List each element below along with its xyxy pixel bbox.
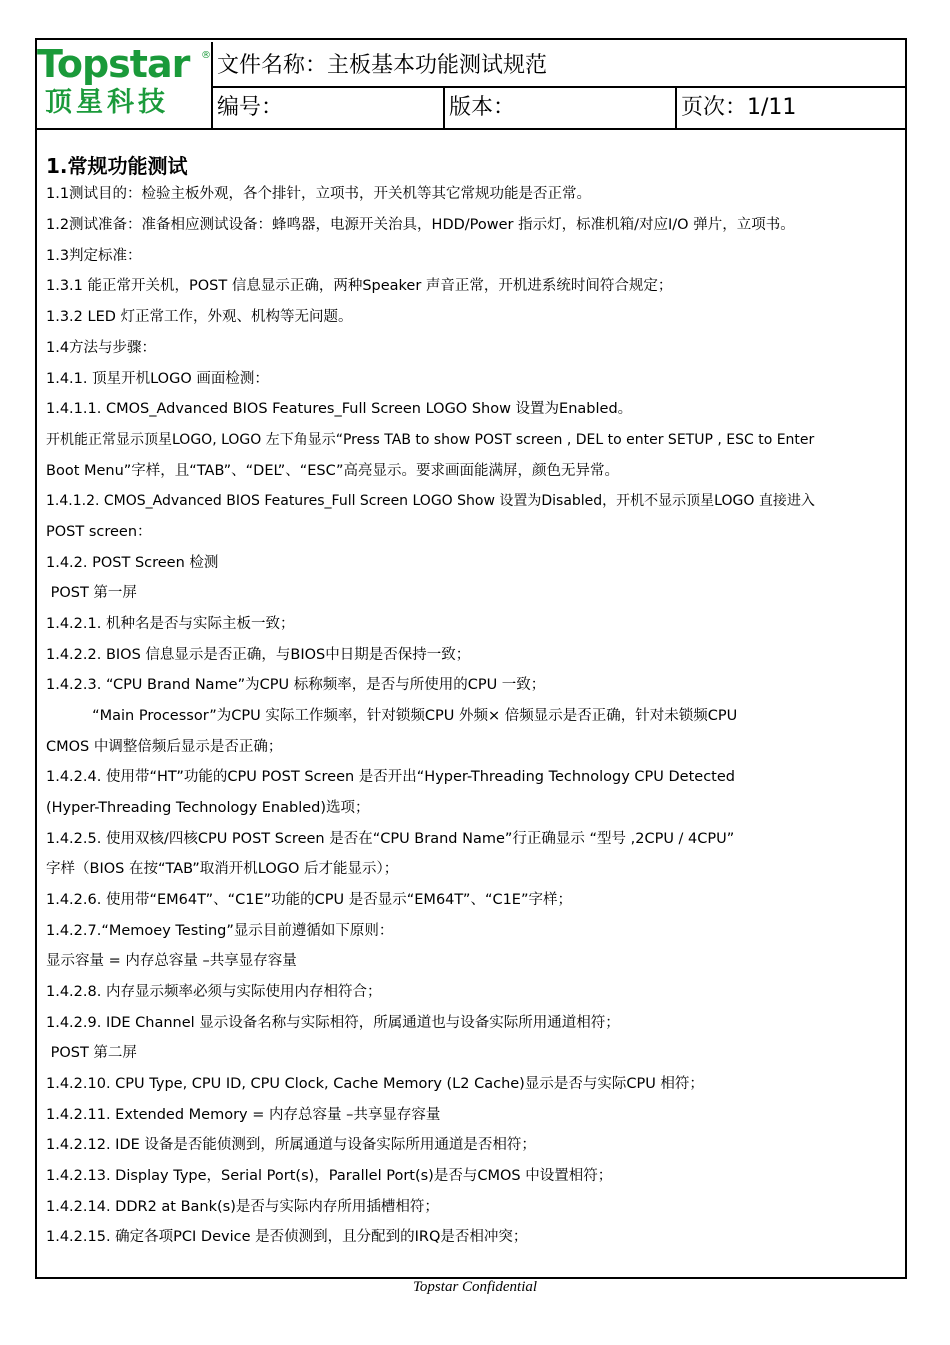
body-line: 1.1测试目的：检验主板外观，各个排针，立项书，开关机等其它常规功能是否正常。 (46, 186, 592, 202)
body-line: 字样（BIOS 在按“TAB”取消开机LOGO 后才能显示）； (46, 861, 399, 877)
body-line: POST 第二屏 (46, 1045, 137, 1061)
body-line: 1.4.2.1. 机种名是否与实际主板一致； (46, 616, 295, 632)
body-line: 1.4.1.1. CMOS_Advanced BIOS Features_Full Screen LOGO Show 设置为Enabled。 (46, 401, 633, 417)
body-line: 1.4.2.13. Display Type，Serial Port(s)，Parallel Port(s)是否与CMOS 中设置相符； (46, 1168, 613, 1184)
body-line: POST screen： (46, 524, 152, 540)
body-line: 1.4.1.2. CMOS_Advanced BIOS Features_Full Screen LOGO Show 设置为Disabled，开机不显示顶星LOGO 直接进入 (46, 493, 815, 509)
body-line: 1.4.2.14. DDR2 at Bank(s)是否与实际内存所用插槽相符； (46, 1199, 439, 1215)
body-line: POST 第一屏 (46, 585, 137, 601)
body-line: Boot Menu”字样，且“TAB”、“DEL”、“ESC”高亮显示。要求画面能满屏，颜色无异常。 (46, 463, 620, 479)
body-line: 1.4.2.15. 确定各项PCI Device 是否侦测到，且分配到的IRQ是否相冲突； (46, 1229, 528, 1245)
body-line: 1.3.2 LED 灯正常工作，外观、机构等无问题。 (46, 309, 353, 325)
body-line: 1.4.2.11. Extended Memory = 内存总容量 –共享显存容量 (46, 1107, 441, 1123)
document-number: 编号： (213, 88, 445, 128)
body-line: 1.4.1. 顶星开机LOGO 画面检测： (46, 371, 269, 387)
body-line: 1.4.2.7.“Memoey Testing”显示目前遵循如下原则： (46, 923, 394, 939)
body-line: 1.4.2.6. 使用带“EM64T”、“C1E”功能的CPU 是否显示“EM64T”、“C1E”字样； (46, 892, 572, 908)
body-line: 1.4.2.2. BIOS 信息显示是否正确，与BIOS中日期是否保持一致； (46, 647, 471, 663)
body-line: 1.4.2.10. CPU Type, CPU ID, CPU Clock, Cache Memory (L2 Cache)显示是否与实际CPU 相符； (46, 1076, 704, 1092)
body-line: 1.4.2.3. “CPU Brand Name”为CPU 标称频率，是否与所使用的CPU 一致； (46, 677, 546, 693)
document-title: 文件名称：主板基本功能测试规范 (213, 46, 907, 88)
body-line: (Hyper-Threading Technology Enabled)选项； (46, 800, 370, 816)
body-line: CMOS 中调整倍频后显示是否正确； (46, 739, 283, 755)
body-line: 1.2测试准备：准备相应测试设备：蜂鸣器，电源开关治具，HDD/Power 指示灯，标准机箱/对应I/O 弹片，立项书。 (46, 217, 795, 233)
body-line: 1.4.2.4. 使用带“HT”功能的CPU POST Screen 是否开出“Hyper-Threading Technology CPU Detected (46, 769, 735, 785)
body-line: “Main Processor”为CPU 实际工作频率，针对锁频CPU 外频× 倍频显示是否正确，针对未锁频CPU (46, 708, 738, 724)
confidential-footer: Topstar Confidential (412, 1279, 538, 1295)
body-line: 1.4.2. POST Screen 检测 (46, 555, 219, 571)
page-number: 页次：1/11 (681, 95, 797, 120)
document-version: 版本： (445, 88, 677, 128)
registered-mark: ® (201, 50, 211, 61)
body-line: 1.4.2.5. 使用双核/四核CPU POST Screen 是否在“CPU Brand Name”行正确显示 “型号 ,2CPU / 4CPU” (46, 831, 735, 847)
body-line: 1.4.2.8. 内存显示频率必须与实际使用内存相符合； (46, 984, 382, 1000)
logo-text-cn: 顶星科技 (45, 87, 169, 118)
body-line: 1.3.1 能正常开关机，POST 信息显示正确，两种Speaker 声音正常，开机进系统时间符合规定； (46, 278, 673, 294)
body-line: 1.3判定标准： (46, 248, 142, 264)
logo-text-en: Topstar (37, 42, 190, 86)
document-header (35, 42, 907, 130)
body-line: 1.4.2.9. IDE Channel 显示设备名称与实际相符，所属通道也与设备实际所用通道相符； (46, 1015, 620, 1031)
body-line: 显示容量 = 内存总容量 –共享显存容量 (46, 953, 297, 969)
body-line: 开机能正常显示顶星LOGO, LOGO 左下角显示“Press TAB to show POST screen , DEL to enter SETUP , ESC to Enter (46, 432, 815, 448)
logo (35, 42, 213, 128)
body-line: 1.4.2.12. IDE 设备是否能侦测到，所属通道与设备实际所用通道是否相符； (46, 1137, 536, 1153)
section-heading: 1.常规功能测试 (46, 154, 188, 178)
body-line: 1.4方法与步骤： (46, 340, 157, 356)
